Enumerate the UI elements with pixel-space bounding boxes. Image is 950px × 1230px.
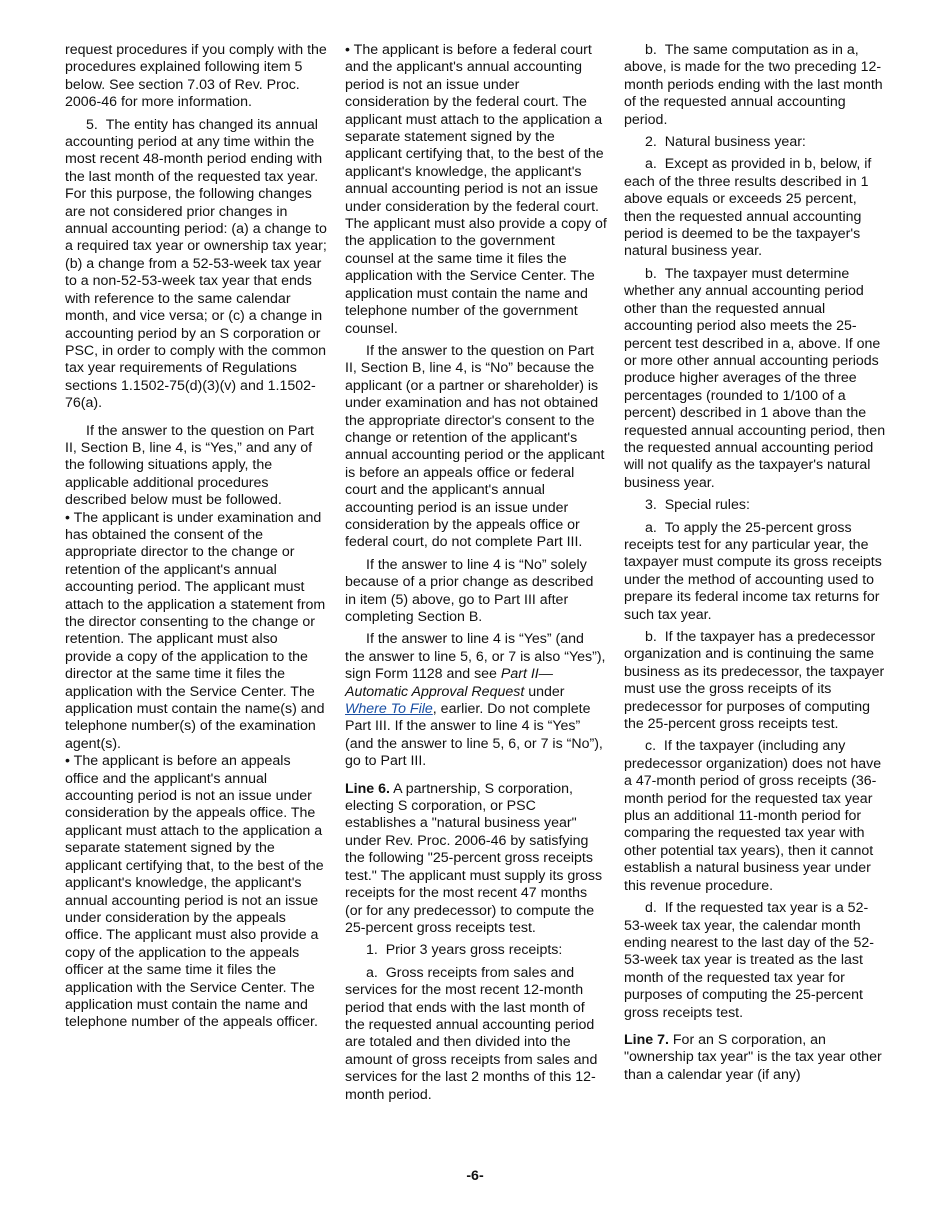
text-under: under [524, 683, 565, 700]
bullet-appeals-office: • The applicant is before an appeals office and the applicant's annual accounting period is not an issue under consideration by the appeals office. The applicant must attach to the application a separate statement signed by the applicant certifying that, to the best of the applicant's knowledge, the applicant's annual accounting period is not an issue under consideration by the appeals office. The applicant must also provide a copy of the application to the appeals officer at the same time it files the application with the Service Center. The application must contain the name and telephone number of the appeals officer. [65, 753, 324, 1031]
bullet-under-examination: • The applicant is under examination and has obtained the consent of the appropriate director to the change or retention of the applicant's annual accounting period. The applicant must attach to the application a statement from the director consenting to the change or retention. The applicant must also provide a copy of the application to the director at the same time it files the application with the Service Center. The application must contain the name(s) and telephone number(s) of the examination agent(s). [65, 509, 326, 752]
text-do-not-complete: , earlier. Do not complete Part III. If the answer to line 4 is “Yes” (and the answer to line 5, 6, or 7 is “No”), go to Part III. [345, 701, 603, 770]
paragraph-line-4-yes: If the answer to the question on Part II, Section B, line 4, is “Yes,” and any of the following situations apply, the applicable additional procedures described below must be followed. [65, 422, 314, 509]
column-left [65, 42, 327, 1032]
paragraph-natural-b: b. The taxpayer must determine whether any annual accounting period other than the requested annual accounting period also meets the 25-percent test described in a, above. If one or more other annual accounting periods produce higher averages of the three percentages (rounded to 1/100 of a percent) described in 1 above than the requested annual accounting period, then the requested annual accounting period will not qualify as the taxpayer's natural business year. [624, 265, 886, 491]
where-to-file-link[interactable]: Where To File [345, 701, 433, 718]
text-automatic-approval: Part II—Automatic Approval Request [345, 666, 553, 700]
column-middle [345, 42, 607, 1109]
paragraph-special-a: a. To apply the 25-percent gross receipts test for any particular year, the taxpayer must compute its gross receipts under the method of accounting used to prepare its federal income tax returns for such tax year. [624, 519, 882, 623]
bullet-federal-court: • The applicant is before a federal court and the applicant's annual accounting period is not an issue under consideration by the federal court. The applicant must attach to the application a separate statement signed by the applicant certifying that, to the best of the applicant's knowledge, the applicant's annual accounting period is not an issue under consideration by the federal court. The applicant must also provide a copy of the application to the government counsel at the same time it files the application with the Service Center. The application must contain the name and telephone number of the government counsel. [345, 42, 607, 337]
paragraph-gross-receipts-a: a. Gross receipts from sales and services for the most recent 12-month period that ends with the last month of the requested annual accounting period are totaled and then divided into the amount of gross receipts from sales and services for the last 2 months of this 12-month period. [345, 964, 598, 1103]
paragraph-computation-b: b. The same computation as in a, above, is made for the two preceding 12-month periods ending with the last month of the requested annual accounting period. [624, 42, 883, 128]
paragraph-line-6 [345, 781, 607, 938]
paragraph-special-d: d. If the requested tax year is a 52-53-week tax year, the calendar month ending nearest to the last day of the 52-53-week tax year is treated as the last month of the requested tax year for purposes of computing the 25-percent gross receipts test. [624, 900, 875, 1021]
paragraph-special-c: c. If the taxpayer (including any predecessor organization) does not have a 47-month period of gross receipts (36-month period for the requested tax year plus an additional 11-month period for comparing the requested tax year with other potential tax years), then it cannot establish a natural business year under this revenue procedure. [624, 738, 882, 894]
paragraph-prior-3-years: 1. Prior 3 years gross receipts: [366, 942, 563, 959]
line-7-text: For an S corporation, an "ownership tax year" is the tax year other than a calendar year (if any) [624, 1031, 882, 1083]
paragraph-request-procedures: request procedures if you comply with the procedures explained following item 5 below. See section 7.03 of Rev. Proc. 2006-46 for more information. [65, 42, 327, 111]
paragraph-line-4-yes-sign [345, 631, 607, 770]
paragraph-prior-change: If the answer to line 4 is “No” solely because of a prior change as described in item (5) above, go to Part III after completing Section B. [345, 556, 594, 625]
paragraph-special-rules: 3. Special rules: [645, 497, 750, 514]
line-6-heading: Line 6. [345, 780, 390, 797]
paragraph-item-5: 5. The entity has changed its annual accounting period at any time within the most recent 48-month period ending with the last month of the requested tax year. For this purpose, the following changes are not considered prior changes in annual accounting period: (a) a change to a required tax year or ownership tax year; (b) a change from a 52-53-week tax year to a non-52-53-week tax year that ends with reference to the same calendar month, and vice versa; or (c) a change in accounting period by an S corporation or PSC, in order to comply with the common tax year requirements of Regulations sections 1.1502-75(d)(3)(v) and 1.1502-76(a). [65, 116, 327, 412]
paragraph-line-7 [624, 1032, 888, 1084]
text-sign-form: If the answer to line 4 is “Yes” (and the answer to line 5, 6, or 7 is also “Yes”), sign Form 1128 and see [345, 631, 606, 683]
line-6-text: A partnership, S corporation, electing S corporation, or PSC establishes a "natural business year" under Rev. Proc. 2006-46 by satisfying the following "25-percent gross receipts test." The applicant must supply its gross receipts for the most recent 47 months (or for any predecessor) to compute the 25-percent gross receipts test. [345, 780, 603, 936]
paragraph-natural-a: a. Except as provided in b, below, if each of the three results described in 1 above equals or exceeds 25 percent, then the requested annual accounting period is deemed to be the taxpayer's natural business year. [624, 156, 872, 260]
page-number: -6- [466, 1168, 484, 1184]
column-right [624, 42, 888, 1089]
line-7-heading: Line 7. [624, 1031, 669, 1048]
paragraph-special-b: b. If the taxpayer has a predecessor organization and is continuing the same business as its predecessor, the taxpayer must use the gross receipts of its predecessor for purposes of computing the 25-percent gross receipts test. [624, 629, 885, 733]
paragraph-natural-business-year: 2. Natural business year: [645, 134, 806, 151]
paragraph-line-4-no: If the answer to the question on Part II, Section B, line 4, is “No” because the applicant (or a partner or shareholder) is under examination and has not obtained the appropriate director's consent to the change or retention of the applicant's annual accounting period or the applicant is before an appeals office or federal court and the applicant's annual accounting period is an issue under consideration by the appeals office or federal court, do not complete Part III. [345, 342, 605, 551]
